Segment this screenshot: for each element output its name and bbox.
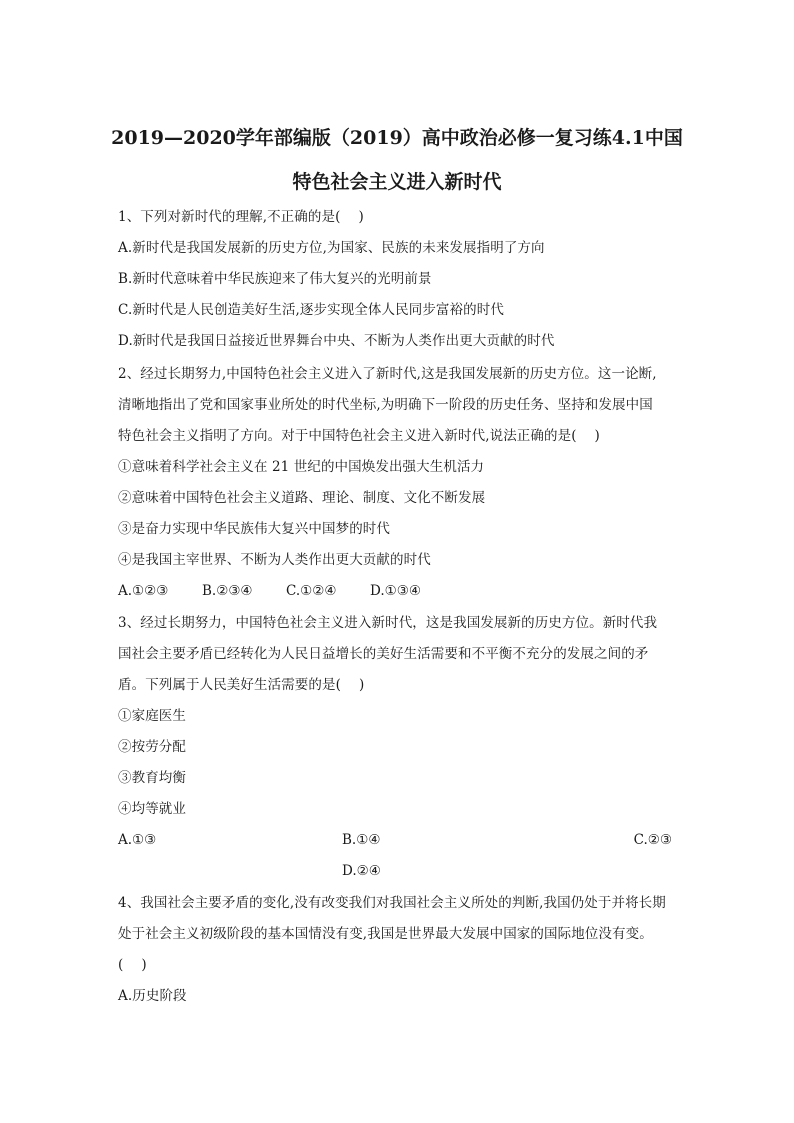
question-4-stem-line-1: 4、我国社会主要矛盾的变化,没有改变我们对我国社会主义所处的判断,我国仍处于并将长期	[118, 895, 666, 911]
question-3-statement-3: ③教育均衡	[118, 770, 186, 786]
question-3-stem-line-2: 国社会主要矛盾已经转化为人民日益增长的美好生活需要和不平衡不充分的发展之间的矛	[118, 646, 649, 662]
question-2-option-c: C.①②④	[286, 583, 337, 599]
question-2-statement-4: ④是我国主宰世界、不断为人类作出更大贡献的时代	[118, 552, 431, 568]
question-1-option-d: D.新时代是我国日益接近世界舞台中央、不断为人类作出更大贡献的时代	[118, 333, 555, 349]
question-2-options	[118, 582, 421, 600]
document-title-line-1: 2019—2020学年部编版（2019）高中政治必修一复习练4.1中国	[111, 127, 683, 149]
question-3-option-c: C.②③	[633, 832, 672, 848]
question-3-statement-2: ②按劳分配	[118, 739, 186, 755]
question-2-stem-line-3: 特色社会主义指明了方向。对于中国特色社会主义进入新时代,说法正确的是( )	[118, 428, 600, 444]
question-2-option-a: A.①②③	[118, 583, 169, 599]
question-1-option-c: C.新时代是人民创造美好生活,逐步实现全体人民同步富裕的时代	[118, 302, 504, 318]
question-2-stem-line-2: 清晰地指出了党和国家事业所处的时代坐标,为明确下一阶段的历史任务、坚持和发展中国	[118, 397, 653, 413]
question-4-option-a: A.历史阶段	[118, 988, 187, 1004]
question-4-stem-line-2: 处于社会主义初级阶段的基本国情没有变,我国是世界最大发展中国家的国际地位没有变。	[118, 926, 653, 942]
question-2-stem-line-1: 2、经过长期努力,中国特色社会主义进入了新时代,这是我国发展新的历史方位。这一论断,	[118, 366, 657, 382]
question-3-statement-1: ①家庭医生	[118, 708, 186, 724]
question-3-option-a: A.①③	[118, 832, 157, 848]
question-3-option-b: B.①④	[342, 832, 381, 848]
question-3-statement-4: ④均等就业	[118, 801, 186, 817]
question-2-statement-2: ②意味着中国特色社会主义道路、理论、制度、文化不断发展	[118, 490, 486, 506]
question-2-option-b: B.②③④	[202, 583, 253, 599]
question-1-stem: 1、下列对新时代的理解,不正确的是( )	[118, 209, 364, 225]
question-3-option-d: D.②④	[342, 863, 381, 879]
question-3-stem-line-3: 盾。下列属于人民美好生活需要的是( )	[118, 677, 365, 693]
question-3-stem-line-1: 3、经过长期努力，中国特色社会主义进入新时代，这是我国发展新的历史方位。新时代我	[118, 615, 658, 631]
question-1-option-b: B.新时代意味着中华民族迎来了伟大复兴的光明前景	[118, 271, 432, 287]
question-4-stem-line-3: ( )	[118, 957, 147, 973]
document-title-line-2: 特色社会主义进入新时代	[292, 171, 502, 193]
question-2-option-d: D.①③④	[370, 583, 421, 599]
question-2-statement-1: ①意味着科学社会主义在 21 世纪的中国焕发出强大生机活力	[118, 459, 485, 475]
question-2-statement-3: ③是奋力实现中华民族伟大复兴中国梦的时代	[118, 521, 390, 537]
question-1-option-a: A.新时代是我国发展新的历史方位,为国家、民族的未来发展指明了方向	[118, 240, 545, 256]
